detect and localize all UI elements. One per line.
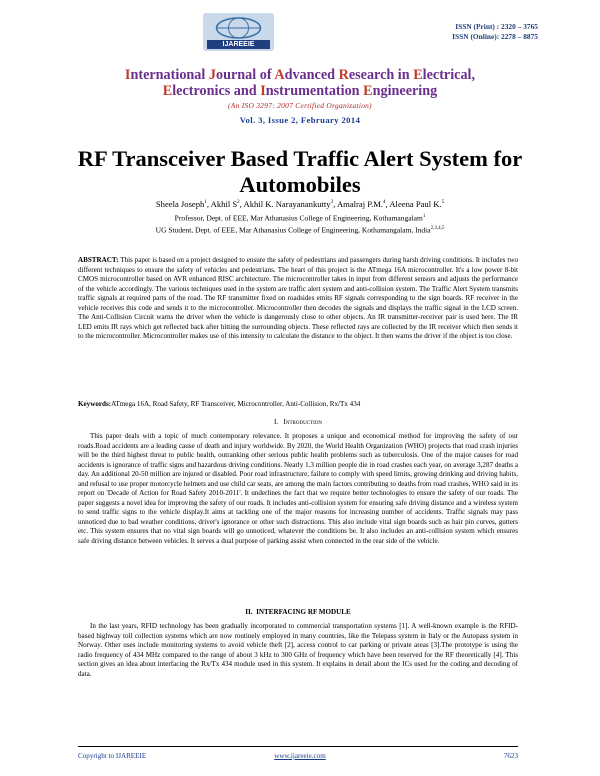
affiliation-1: Professor, Dept. of EEE, Mar Athanasius College of Engineering, Kothamangalam$^1$ [174,213,426,223]
author: Aleena Paul K. [389,199,442,209]
introduction-body: This paper deals with a topic of much contemporary relevance. It proposes a unique and economical method for improving the safety of our roads.Road accidents are a leading cause of death and injury worldwide. By 2020, the World Health Organization (WHO) projects that road crash injuries will be the third highest threat to public health, outranking other serious public health problems such as tuberculosis. One of the major causes for road accidents is ignorance of traffic signs and hazardous driving conditions. Nearly 1.3 million people die in road crashes each year, on average 3,287 deaths a day. An additional 20-50 million are injured or disabled. Poor road infrastructure, failure to comply with speed limits, growing drinking and driving habits, and refusal to use proper motorcycle helmets and use child car seats, are among the main factors contributing to deaths from road crashes, WHO said in its report on 'Decade of Action for Road Safety 2010-2011'. It underlines the fact that we require better technologies to ensure the safety of our roads. The paper suggests a novel idea for improving the safety of our roads. It includes anti-collision system for ensuring safe driving distance and a wireless system to send traffic signs to the vehicle display.It aims at tackling one of the major reasons for increasing number of accidents. Traffic signals may pass unnoticed due to bad weather conditions, driver's ignorance or other such distractions. This also include vital sign boards such as hair pin curves, gutters etc. This system ensures that no vital sign boards will go unnoticed, whatever the conditions be. It also includes an anti-collision system which ensures safe driving distance between vehicles. It serves a dual purpose of parking assist when connected in the rear side of the vehicle. [78,432,518,546]
certification: (An ISO 3297: 2007 Certified Organization) [228,101,372,110]
keywords-label: Keywords: [78,400,112,408]
affiliations [0,212,600,236]
keywords [78,400,518,410]
footer-url-link[interactable]: www.ijareeie.com [274,752,326,760]
journal-logo [203,13,274,51]
issn-print: ISSN (Print) : 2320 – 3765 [455,22,538,31]
footer-divider [78,746,518,747]
author-list: Sheela Joseph$^1$, Akhil $S^2$, Akhil K. Narayanankutty$^3$, Amalraj P.M.$^4$, Aleena Paul K.$^5$ [155,199,445,209]
issn-block [452,22,538,42]
abstract-text: This paper is based on a project designed to ensure the safety of pedestrians and passengers during harsh driving conditions. It includes two different techniques to ensure the safety of vehicles and pedestrians. The heart of this project is the ATmega 16A microcontroller. It's a low power 8-bit CMOS microcontroller based on AVR enhanced RISC architecture. The microcontroller takes in input from different sensors and adjusts the performance of the vehicle accordingly. The various techniques used in the system are traffic alert system and anti-collision system. The Traffic Alert System transmits traffic signals at required parts of the road. The RF transmitter fixed on roadsides emits RF signals corresponding to the sign boards. RF receiver in the vehicle receives this code and sends it to the microcontroller. Microcontroller then decodes the signals and displays the traffic signal in the LCD screen. The Anti-Collision Circuit warns the driver when the vehicle is dangerously close to other objects. An IR transmitter-receiver pair is used here. The IR LED emits IR rays which get reflected back after hitting the surrounding objects. These reflected rays are collected by the IR receiver which then sends it to the microcontroller. Microcontroller makes use of this intensity to calculate the distance to the object. It then warns the driver if the object is too close. [78,256,518,341]
volume-issue: Vol. 3, Issue 2, February 2014 [239,115,361,125]
author: Akhil K. Narayanankutty [243,199,331,209]
abstract [78,256,518,342]
paper-title: RF Transceiver Based Traffic Alert System for Automobiles [77,146,523,197]
logo-text: IJAREEIE [222,41,255,48]
section-heading-introduction: I. Introduction [274,418,322,426]
author: Akhil S [210,199,238,209]
footer-copyright: Copyright to IJAREEIE [78,752,147,760]
page-number: 7623 [503,752,518,760]
section-heading-rf-module: II. INTERFACING RF MODULE [245,608,351,616]
abstract-label: ABSTRACT: [78,256,119,264]
journal-name-line2: Electronics and Instrumentation Engineering [162,83,438,99]
issn-online: ISSN (Online): 2278 – 8875 [452,32,538,41]
keywords-text: ATmega 16A, Road Safety, RF Transceiver, Microcontroller, Anti-Collision, Rx/Tx 434 [111,400,361,408]
rf-module-body: In the last years, RFID technology has been gradually incorporated to commercial transportation systems [1]. A well-known example is the RFID-based highway toll collection systems which are now routinely employed in many countries, like the Telepass system in Italy or the Autopass system in Norway. Other uses include monitoring systems to avoid vehicle theft [2], access control to car parking or private areas [3].The prototype is using the radio frequency of 434 MHz compared to the range of about 3 kHz to 300 GHz of frequency which have been reserved for the RF theoretically [4]. This section gives an idea about interfacing the Rx/Tx 434 module used in this system. It explains in detail about the ICs used for the coding and decoding of data. [78,622,518,678]
affiliation-2: UG Student, Dept. of EEE, Mar Athanasius College of Engineering, Kothamangalam, India$^{2,3,4,5}$ [155,225,445,235]
author: Amalraj P.M. [336,199,384,209]
journal-name-line1: International Journal of Advanced Research in Electrical, [124,67,476,83]
author: Sheela Joseph [155,199,205,209]
journal-name [0,67,600,99]
